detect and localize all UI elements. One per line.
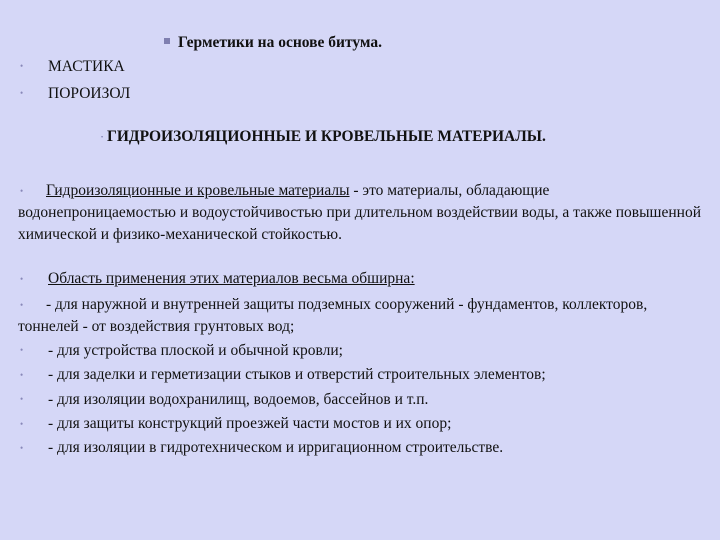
top-heading (164, 32, 382, 54)
bullet-icon: • (20, 88, 24, 98)
bullet-icon: • (20, 274, 24, 284)
bullet-icon: • (101, 135, 104, 141)
definition-paragraph (18, 180, 708, 246)
list-item: МАСТИКА (48, 58, 125, 75)
bullet-icon: • (20, 419, 24, 429)
definition-text: - это материалы, обладающие водонепроницаемостью и водоустойчивостью при длительном воздействии воды, а также повышенной химической и физико-механической стойкостью. (18, 182, 701, 243)
bullet-icon: • (20, 300, 24, 310)
top-heading-text: Герметики на основе битума. (178, 34, 382, 51)
bullet-icon: • (20, 370, 24, 380)
application-title: Область применения этих материалов весьма обширна: (48, 270, 415, 287)
list-item: - для защиты конструкций проезжей части мостов и их опор; (48, 415, 452, 432)
list-item: - для устройства плоской и обычной кровли; (48, 342, 343, 359)
bullet-icon: • (20, 443, 24, 453)
list-item: - для заделки и герметизации стыков и отверстий строительных элементов; (48, 366, 546, 383)
bullet-icon: • (20, 186, 24, 196)
bullet-icon: • (20, 345, 24, 355)
bullet-icon: • (20, 61, 24, 71)
list-item: ПОРОИЗОЛ (48, 85, 131, 102)
list-item-text: - для наружной и внутренней защиты подземных сооружений - фундаментов, коллекторов, тоннелей - от воздействия грунтовых вод; (18, 296, 648, 335)
definition-term: Гидроизоляционные и кровельные материалы (46, 182, 350, 199)
section-title: ГИДРОИЗОЛЯЦИОННЫЕ И КРОВЕЛЬНЫЕ МАТЕРИАЛЫ. (107, 128, 546, 145)
list-item: - для изоляции в гидротехническом и ирригационном строительстве. (48, 439, 504, 456)
list-item: - для изоляции водохранилищ, водоемов, бассейнов и т.п. (48, 391, 429, 408)
square-bullet-icon (164, 38, 170, 44)
bullet-icon: • (20, 394, 24, 404)
list-item (18, 294, 708, 338)
